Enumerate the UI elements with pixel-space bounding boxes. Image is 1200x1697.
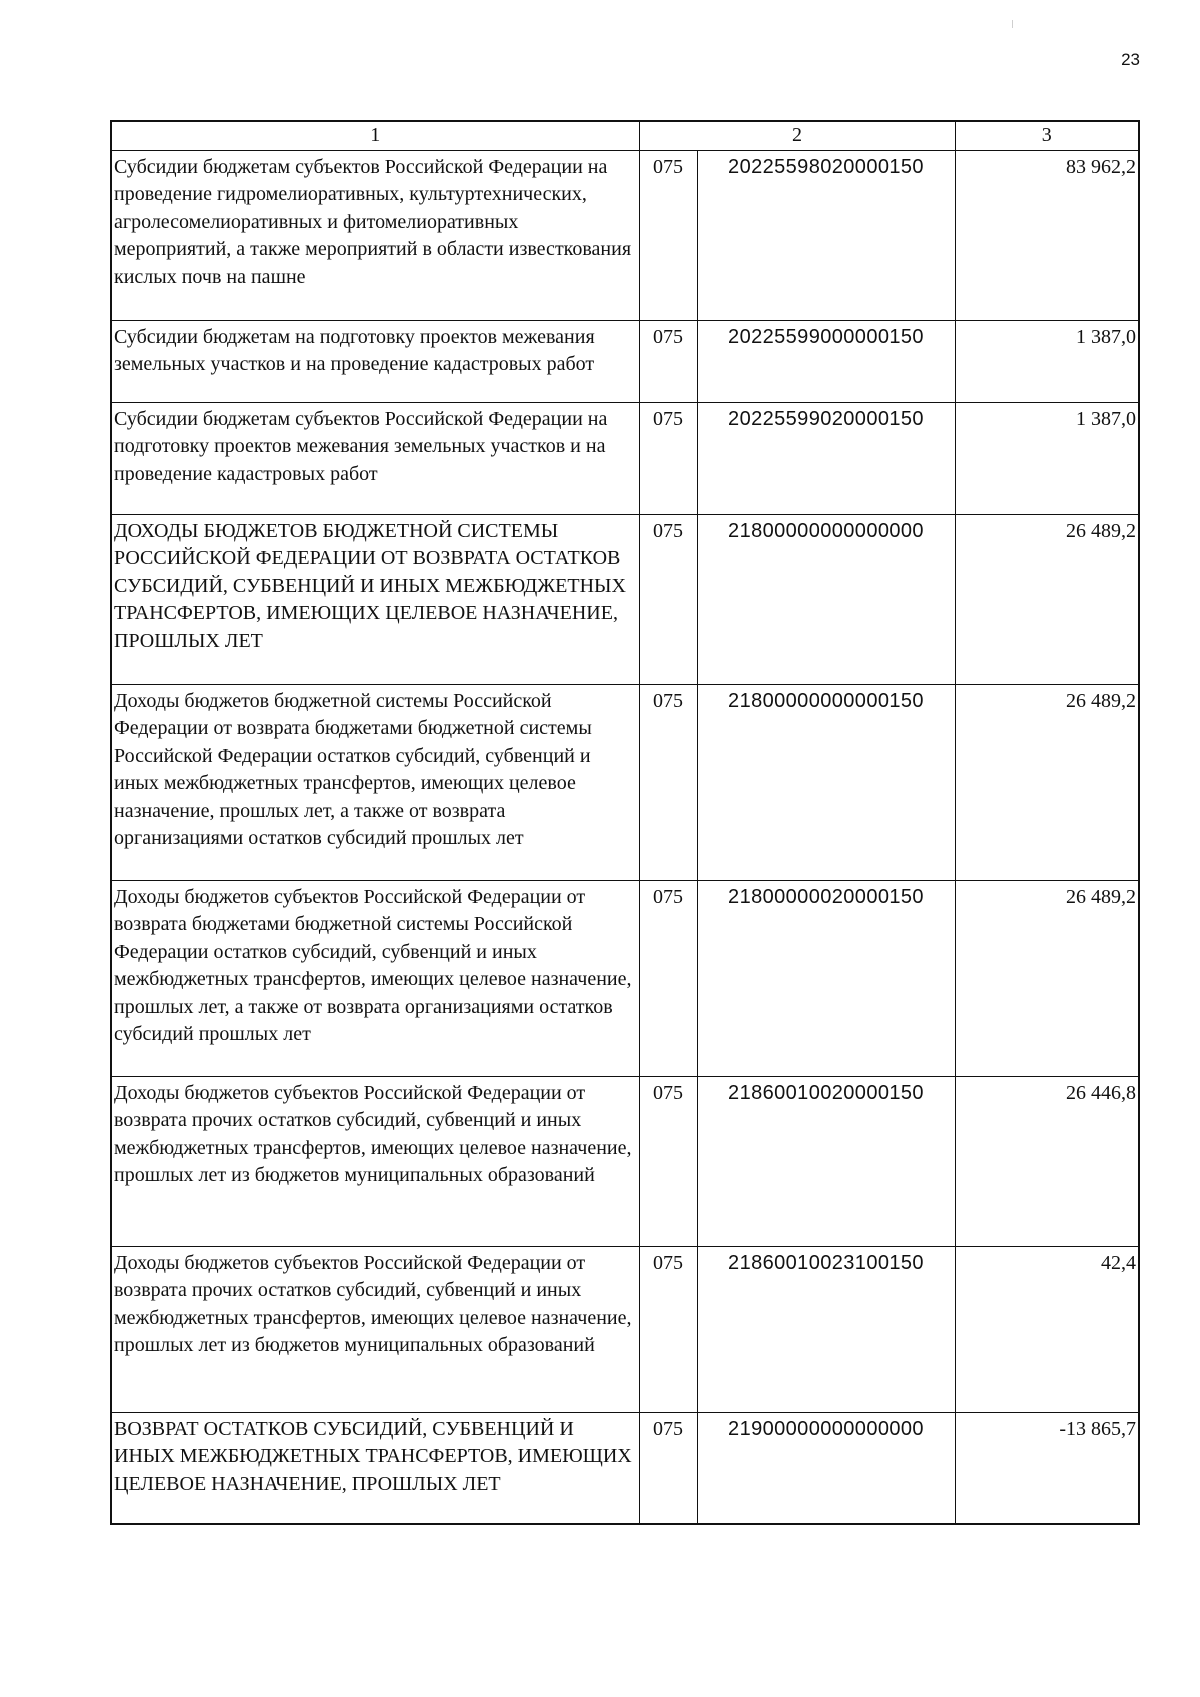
row-amount: 42,4: [955, 1246, 1139, 1412]
row-admin-code: 075: [639, 880, 697, 1076]
row-name: ВОЗВРАТ ОСТАТКОВ СУБСИДИЙ, СУБВЕНЦИЙ И ИНЫХ МЕЖБЮДЖЕТНЫХ ТРАНСФЕРТОВ, ИМЕЮЩИХ ЦЕЛЕВОЕ НАЗНАЧЕНИЕ, ПРОШЛЫХ ЛЕТ: [111, 1412, 639, 1524]
page-number: 23: [1121, 50, 1140, 69]
row-budget-code: 20225599020000150: [697, 402, 955, 514]
row-admin-code: 075: [639, 402, 697, 514]
table-row: [111, 1246, 1139, 1412]
row-amount: 1 387,0: [955, 402, 1139, 514]
row-admin-code: 075: [639, 320, 697, 402]
budget-revenue-table: [110, 120, 1140, 1525]
header-cell-1: 1: [111, 121, 639, 150]
row-name: Субсидии бюджетам субъектов Российской Федерации на проведение гидромелиоративных, культуртехнических, агролесомелиоративных и фитомелиоративных мероприятий, а также мероприятий в области известкования кислых почв на пашне: [111, 150, 639, 320]
row-budget-code: 21900000000000000: [697, 1412, 955, 1524]
row-name: Доходы бюджетов субъектов Российской Федерации от возврата бюджетами бюджетной системы Российской Федерации остатков субсидий, субвенций и иных межбюджетных трансфертов, имеющих целевое назначение, прошлых лет, а также от возврата организациями остатков субсидий прошлых лет: [111, 880, 639, 1076]
row-amount: 83 962,2: [955, 150, 1139, 320]
table-row: [111, 684, 1139, 880]
table-row: [111, 514, 1139, 684]
row-name: Субсидии бюджетам субъектов Российской Федерации на подготовку проектов межевания земельных участков и на проведение кадастровых работ: [111, 402, 639, 514]
header-cell-3: 3: [955, 121, 1139, 150]
header-cell-2: 2: [639, 121, 955, 150]
table-row: [111, 402, 1139, 514]
row-name: Доходы бюджетов субъектов Российской Федерации от возврата прочих остатков субсидий, субвенций и иных межбюджетных трансфертов, имеющих целевое назначение, прошлых лет из бюджетов муниципальных образований: [111, 1076, 639, 1246]
row-budget-code: 20225598020000150: [697, 150, 955, 320]
row-admin-code: 075: [639, 1246, 697, 1412]
row-amount: 26 489,2: [955, 880, 1139, 1076]
scan-margin-mark: [1012, 20, 1013, 28]
row-admin-code: 075: [639, 514, 697, 684]
row-budget-code: 20225599000000150: [697, 320, 955, 402]
row-amount: -13 865,7: [955, 1412, 1139, 1524]
row-budget-code: 21800000020000150: [697, 880, 955, 1076]
row-amount: 26 489,2: [955, 684, 1139, 880]
table-row: [111, 150, 1139, 320]
row-admin-code: 075: [639, 150, 697, 320]
row-budget-code: 21800000000000150: [697, 684, 955, 880]
table-header-row: [111, 121, 1139, 150]
row-admin-code: 075: [639, 1076, 697, 1246]
row-budget-code: 21800000000000000: [697, 514, 955, 684]
row-name: Доходы бюджетов субъектов Российской Федерации от возврата прочих остатков субсидий, субвенций и иных межбюджетных трансфертов, имеющих целевое назначение, прошлых лет из бюджетов муниципальных образований: [111, 1246, 639, 1412]
row-amount: 26 446,8: [955, 1076, 1139, 1246]
table-row: [111, 1412, 1139, 1524]
row-budget-code: 21860010023100150: [697, 1246, 955, 1412]
table-row: [111, 320, 1139, 402]
row-name: Доходы бюджетов бюджетной системы Российской Федерации от возврата бюджетами бюджетной системы Российской Федерации остатков субсидий, субвенций и иных межбюджетных трансфертов, имеющих целевое назначение, прошлых лет, а также от возврата организациями остатков субсидий прошлых лет: [111, 684, 639, 880]
row-name: Субсидии бюджетам на подготовку проектов межевания земельных участков и на проведение кадастровых работ: [111, 320, 639, 402]
row-admin-code: 075: [639, 684, 697, 880]
row-admin-code: 075: [639, 1412, 697, 1524]
row-name: ДОХОДЫ БЮДЖЕТОВ БЮДЖЕТНОЙ СИСТЕМЫ РОССИЙСКОЙ ФЕДЕРАЦИИ ОТ ВОЗВРАТА ОСТАТКОВ СУБСИДИЙ, СУБВЕНЦИЙ И ИНЫХ МЕЖБЮДЖЕТНЫХ ТРАНСФЕРТОВ, ИМЕЮЩИХ ЦЕЛЕВОЕ НАЗНАЧЕНИЕ, ПРОШЛЫХ ЛЕТ: [111, 514, 639, 684]
row-amount: 26 489,2: [955, 514, 1139, 684]
row-budget-code: 21860010020000150: [697, 1076, 955, 1246]
table-row: [111, 880, 1139, 1076]
table-row: [111, 1076, 1139, 1246]
row-amount: 1 387,0: [955, 320, 1139, 402]
